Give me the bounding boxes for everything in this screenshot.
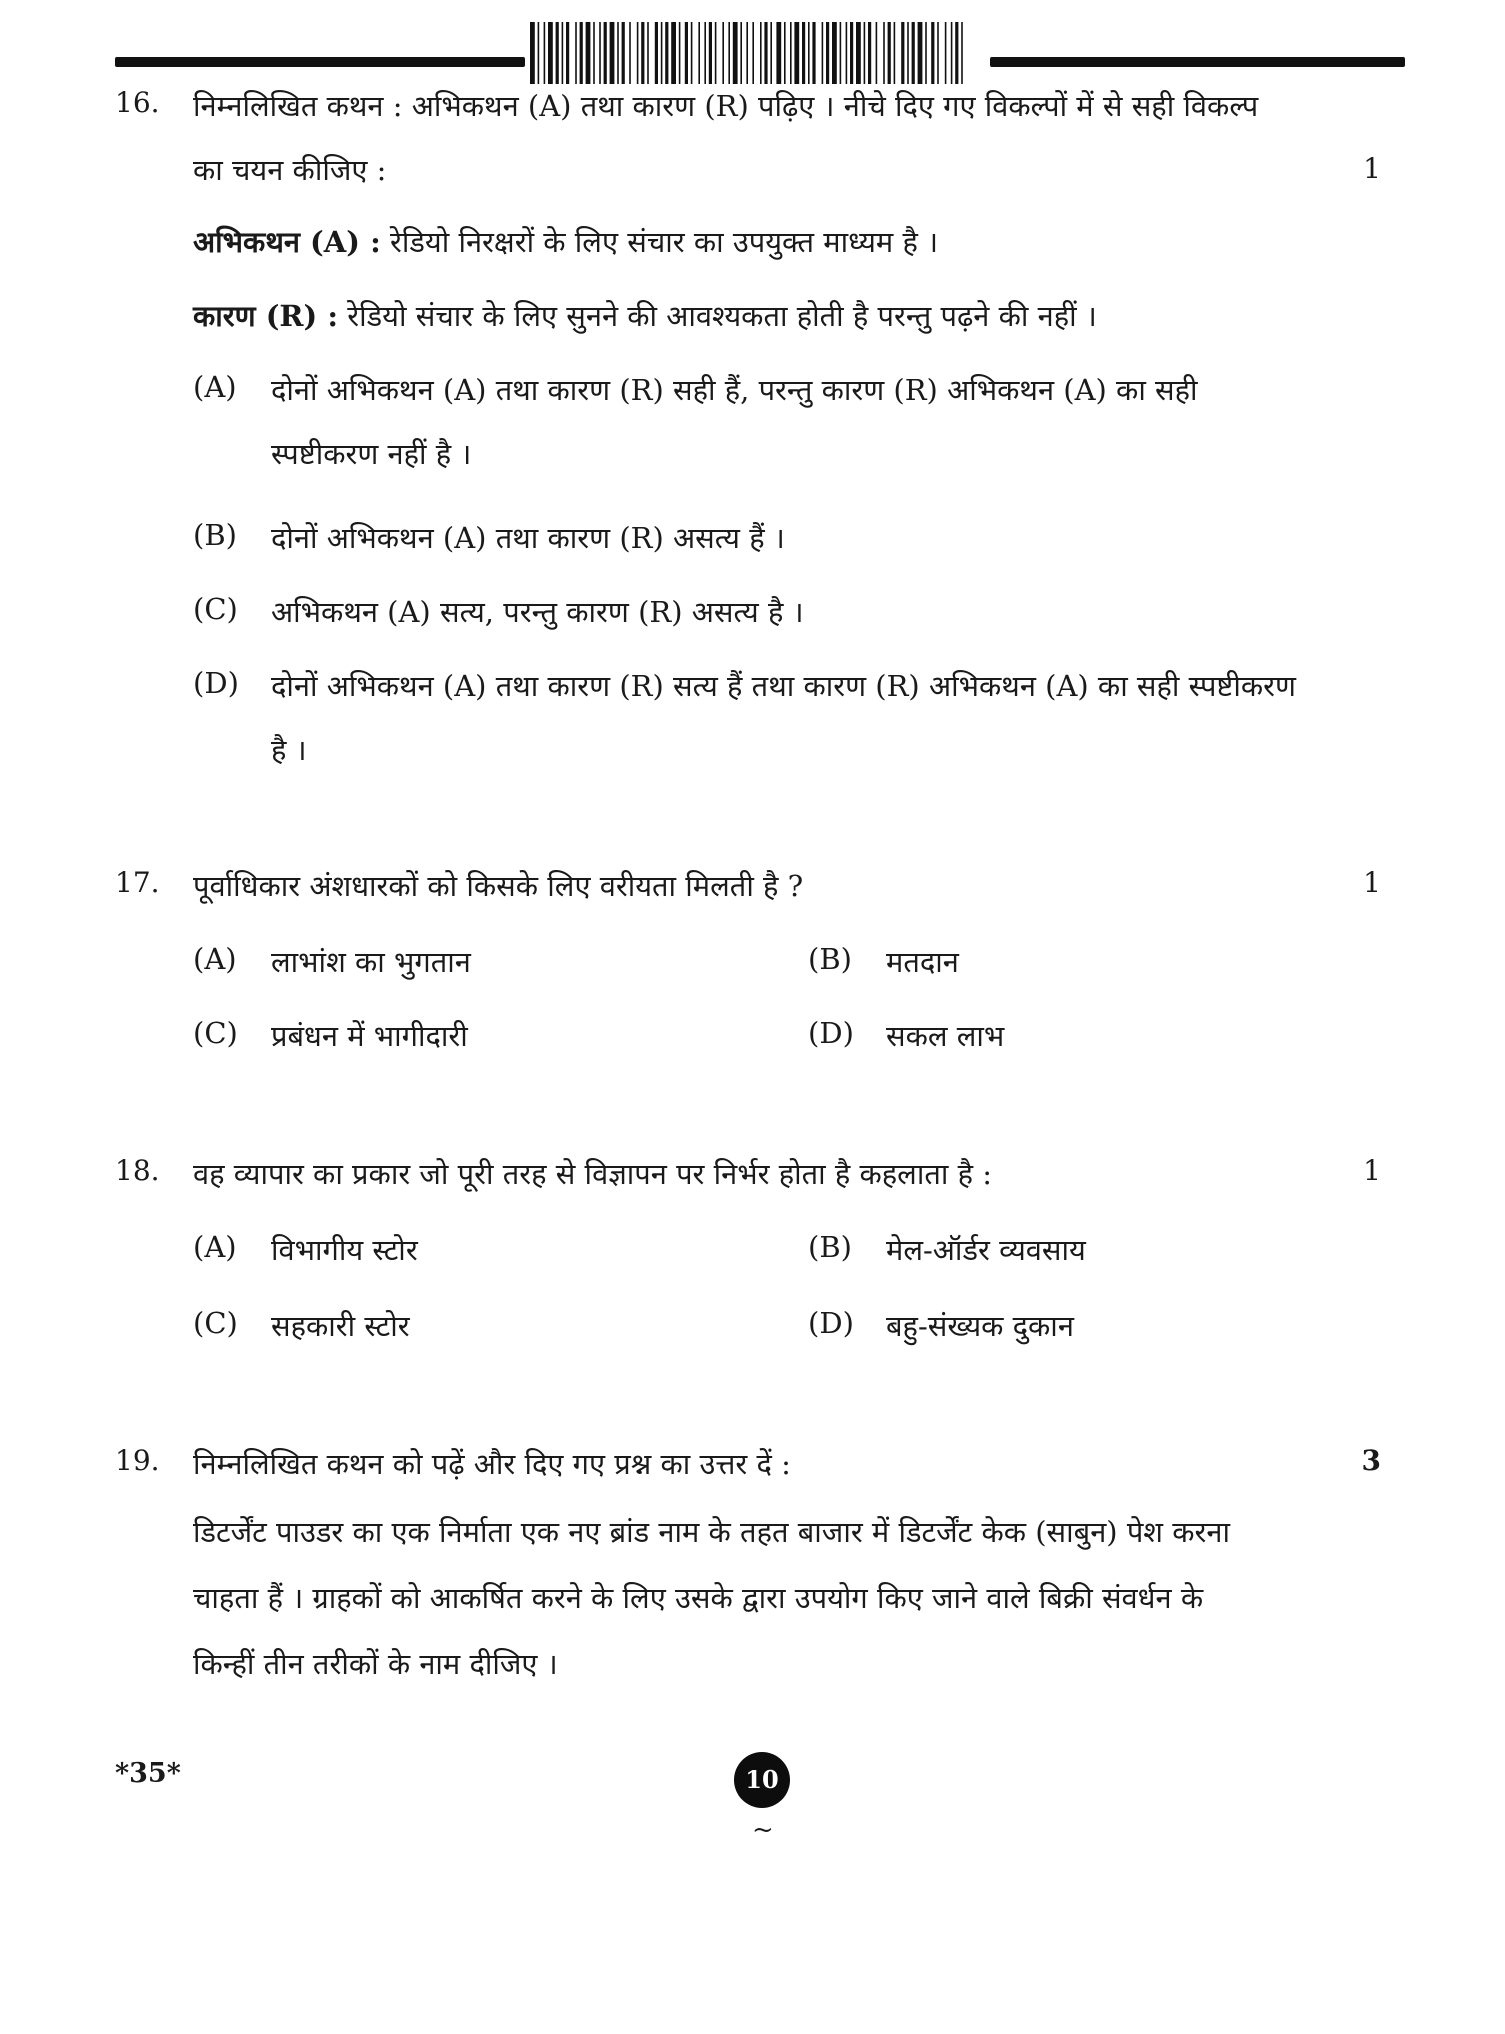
option-c-text: प्रबंधन में भागीदारी: [271, 1019, 468, 1053]
header-rule-right: [990, 57, 1405, 67]
question-number: 18.: [115, 1154, 160, 1187]
option-letter: (D): [808, 1016, 854, 1050]
question-number: 16.: [115, 86, 160, 119]
question-body-line3: किन्हीं तीन तरीकों के नाम दीजिए ।: [193, 1647, 558, 1681]
question-marks: 1: [1363, 152, 1381, 185]
option-c-text: अभिकथन (A) सत्य, परन्तु कारण (R) असत्य है ।: [271, 595, 804, 629]
page-number-badge: 10: [734, 1752, 790, 1808]
reason-label: कारण (R) :: [193, 299, 339, 333]
option-letter: (A): [193, 1230, 237, 1264]
option-letter: (C): [193, 1306, 238, 1340]
option-letter: (B): [808, 942, 852, 976]
option-letter: (A): [193, 370, 237, 404]
question-stem: पूर्वाधिकार अंशधारकों को किसके लिए वरीयता मिलती है ?: [193, 869, 804, 903]
option-c-text: सहकारी स्टोर: [271, 1309, 410, 1343]
assertion-label: अभिकथन (A) :: [193, 225, 381, 259]
reason-text: रेडियो संचार के लिए सुनने की आवश्यकता होती है परन्तु पढ़ने की नहीं ।: [347, 299, 1097, 333]
option-b-text: दोनों अभिकथन (A) तथा कारण (R) असत्य हैं ।: [271, 521, 785, 555]
option-letter: (B): [193, 518, 237, 552]
paper-code: *35*: [115, 1758, 181, 1789]
assertion: [193, 210, 1315, 274]
question-stem: वह व्यापार का प्रकार जो पूरी तरह से विज्ञापन पर निर्भर होता है कहलाता है :: [193, 1157, 992, 1191]
option-a-line2: स्पष्टीकरण नहीं है ।: [271, 437, 472, 471]
reason: [193, 284, 1315, 348]
option-d-line1: दोनों अभिकथन (A) तथा कारण (R) सत्य हैं तथा कारण (R) अभिकथन (A) का सही स्पष्टीकरण: [271, 669, 1296, 703]
footer-mark: ~: [752, 1815, 774, 1845]
question-number: 17.: [115, 866, 160, 899]
option-letter: (C): [193, 1016, 238, 1050]
option-d-line2: है ।: [271, 733, 307, 767]
header-rule-left: [115, 57, 525, 67]
option-letter: (B): [808, 1230, 852, 1264]
question-stem-line1: निम्नलिखित कथन : अभिकथन (A) तथा कारण (R) पढ़िए । नीचे दिए गए विकल्पों में से सही विकल्प: [193, 89, 1259, 123]
option-a-text: लाभांश का भुगतान: [271, 945, 471, 979]
option-a-line1: दोनों अभिकथन (A) तथा कारण (R) सही हैं, परन्तु कारण (R) अभिकथन (A) का सही: [271, 373, 1198, 407]
assertion-text: रेडियो निरक्षरों के लिए संचार का उपयुक्त माध्यम है ।: [390, 225, 939, 259]
option-letter: (D): [808, 1306, 854, 1340]
option-letter: (C): [193, 592, 238, 626]
question-stem: निम्नलिखित कथन को पढ़ें और दिए गए प्रश्न का उत्तर दें :: [193, 1447, 791, 1481]
question-marks: 3: [1361, 1444, 1381, 1477]
question-body-line1: डिटर्जेंट पाउडर का एक निर्माता एक नए ब्रांड नाम के तहत बाजार में डिटर्जेंट केक (साबुन) पेश करना: [193, 1515, 1230, 1549]
question-marks: 1: [1363, 866, 1381, 899]
option-b-text: मतदान: [886, 945, 959, 979]
option-d-text: बहु-संख्यक दुकान: [886, 1309, 1074, 1343]
option-letter: (A): [193, 942, 237, 976]
question-body-line2: चाहता हैं । ग्राहकों को आकर्षित करने के लिए उसके द्वारा उपयोग किए जाने वाले बिक्री संवर्धन के: [193, 1581, 1204, 1615]
option-d-text: सकल लाभ: [886, 1019, 1005, 1053]
option-letter: (D): [193, 666, 239, 700]
question-marks: 1: [1363, 1154, 1381, 1187]
option-b-text: मेल-ऑर्डर व्यवसाय: [886, 1233, 1086, 1267]
question-stem-line2: का चयन कीजिए :: [193, 153, 387, 187]
option-a-text: विभागीय स्टोर: [271, 1233, 418, 1267]
question-number: 19.: [115, 1444, 160, 1477]
